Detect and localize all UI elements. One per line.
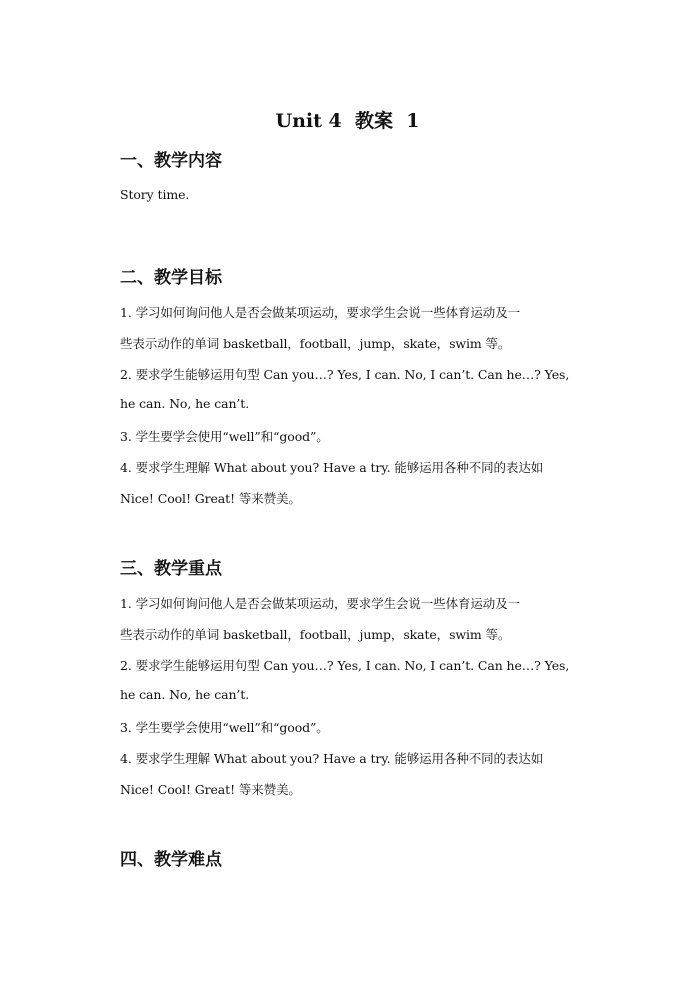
objectives-line: 些表示动作的单词 basketball，football，jump，skate，swim 等。 bbox=[120, 336, 511, 351]
objectives-line: Nice! Cool! Great! 等来赞美。 bbox=[120, 491, 301, 506]
section-heading-key-points: 三、教学重点 bbox=[120, 559, 222, 579]
key-points-line: 4. 要求学生理解 What about you? Have a try. 能够运用各种不同的表达如 bbox=[120, 751, 544, 766]
section-heading-objectives: 二、教学目标 bbox=[120, 268, 222, 288]
key-points-line: he can. No, he can’t. bbox=[120, 687, 250, 702]
document-title: Unit 4 教案 1 bbox=[275, 110, 420, 132]
objectives-line: 3. 学生要学会使用“well”和“good”。 bbox=[120, 429, 329, 444]
key-points-line: 3. 学生要学会使用“well”和“good”。 bbox=[120, 720, 329, 735]
objectives-line: 1. 学习如何询问他人是否会做某项运动，要求学生会说一些体育运动及一 bbox=[120, 305, 521, 320]
key-points-line: Nice! Cool! Great! 等来赞美。 bbox=[120, 782, 301, 797]
content-line: Story time. bbox=[120, 187, 190, 202]
objectives-line: he can. No, he can’t. bbox=[120, 396, 250, 411]
key-points-line: 些表示动作的单词 basketball，football，jump，skate，swim 等。 bbox=[120, 627, 511, 642]
section-heading-difficulties: 四、教学难点 bbox=[120, 850, 222, 870]
key-points-line: 1. 学习如何询问他人是否会做某项运动，要求学生会说一些体育运动及一 bbox=[120, 596, 521, 611]
objectives-line: 4. 要求学生理解 What about you? Have a try. 能够运用各种不同的表达如 bbox=[120, 460, 544, 475]
objectives-line: 2. 要求学生能够运用句型 Can you…? Yes, I can. No, I can’t. Can he…? Yes, bbox=[120, 367, 570, 382]
key-points-line: 2. 要求学生能够运用句型 Can you…? Yes, I can. No, I can’t. Can he…? Yes, bbox=[120, 658, 570, 673]
section-heading-content: 一、教学内容 bbox=[120, 151, 222, 171]
